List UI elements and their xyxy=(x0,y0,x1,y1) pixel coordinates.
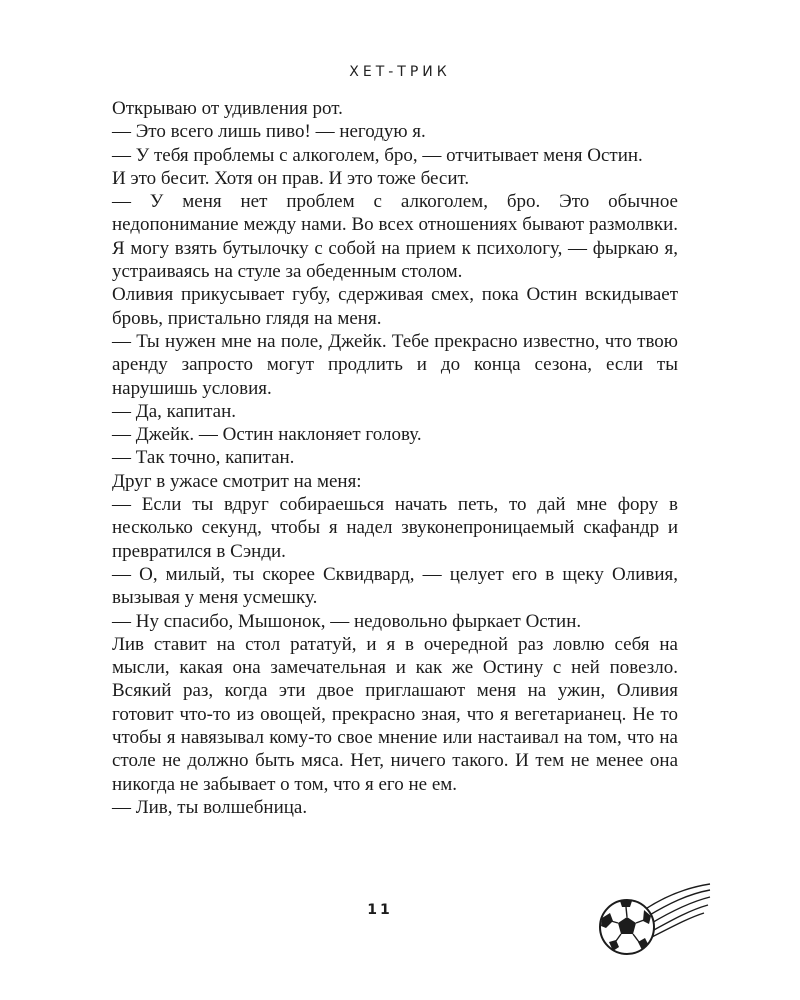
paragraph: — О, милый, ты скорее Сквидвард, — целует его в щеку Оливия, вызывая у меня усмешку. xyxy=(112,563,678,609)
paragraph: — Да, капитан. xyxy=(112,400,236,422)
paragraph: И это бесит. Хотя он прав. И это тоже бесит. xyxy=(112,167,470,189)
paragraph: — Лив, ты волшебница. xyxy=(112,796,308,818)
paragraph: — У меня нет проблем с алкоголем, бро. Это обычное недопонимание между нами. Во всех отношениях бывают размолвки. Я могу взять бутылочку с собой на прием к психологу, — фыркаю я, устраиваясь на стуле за обеденным столом. xyxy=(112,191,678,283)
paragraph: — Джейк. — Остин наклоняет голову. xyxy=(112,424,422,446)
body-text xyxy=(112,97,678,819)
paragraph: — Так точно, капитан. xyxy=(112,447,295,469)
paragraph: Открываю от удивления рот. xyxy=(112,98,343,119)
paragraph: Оливия прикусывает губу, сдерживая смех, пока Остин вскидывает бровь, пристально глядя на меня. xyxy=(112,284,678,329)
paragraph: Лив ставит на стол рататуй, и я в очередной раз ловлю себя на мысли, какая она замечательная и как же Остину с ней повезло. Всякий раз, когда эти двое приглашают меня на ужин, Оливия готовит что-то из овощей, прекрасно зная, что я вегетарианец. Не то чтобы я навязывал кому-то свое мнение или настаивал на том, что на столе не должно быть мяса. Нет, ничего такого. И тем не менее она никогда не забывает о том, что я его не ем. xyxy=(112,633,678,795)
paragraph: — Ты нужен мне на поле, Джейк. Тебе прекрасно известно, что твою аренду запросто могут продлить и до конца сезона, если ты нарушишь условия. xyxy=(112,330,678,399)
paragraph: — У тебя проблемы с алкоголем, бро, — отчитывает меня Остин. xyxy=(112,144,643,166)
soccer-ball-icon xyxy=(592,880,712,960)
page-number: 11 xyxy=(367,902,393,918)
running-head: ХЕТ-ТРИК xyxy=(349,64,451,80)
paragraph: — Если ты вдруг собираешься начать петь, то дай мне фору в несколько секунд, чтобы я надел звуконепроницаемый скафандр и превратился в Сэнди. xyxy=(112,494,678,562)
paragraph: — Это всего лишь пиво! — негодую я. xyxy=(112,121,426,143)
paragraph: — Ну спасибо, Мышонок, — недовольно фыркает Остин. xyxy=(112,610,582,632)
paragraph: Друг в ужасе смотрит на меня: xyxy=(112,470,362,492)
